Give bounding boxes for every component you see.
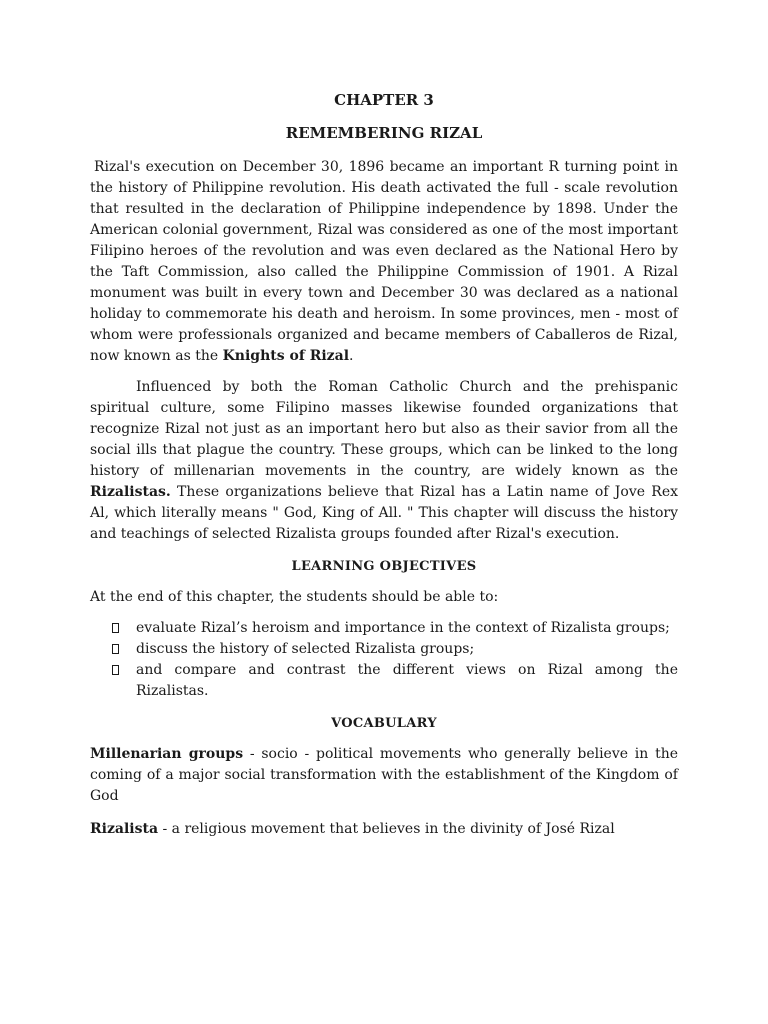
objective-text: and compare and contrast the different views on Rizal among the Rizalistas.: [136, 662, 678, 699]
objective-text: discuss the history of selected Rizalista groups;: [136, 641, 475, 657]
missing-glyph-bullet-icon: [112, 644, 119, 654]
objectives-lead: At the end of this chapter, the students should be able to:: [90, 589, 499, 605]
list-item: [90, 660, 678, 702]
missing-glyph-bullet-icon: [112, 623, 119, 633]
vocabulary-definition: - socio - political movements who generally believe in the coming of a major social transformation with the establishment of the Kingdom of God: [90, 746, 678, 804]
intro-paragraph-2-text: Influenced by both the Roman Catholic Church and the prehispanic spiritual culture, some Filipino masses likewise founded organizations that recognize Rizal not just as an important hero but also as their savior from all the social ills that plague the country. These groups, which can be linked to the long history of millenarian movements in the country, are widely known as the: [90, 379, 678, 479]
missing-glyph-bullet-icon: [112, 665, 119, 675]
intro-paragraph-1-text: Rizal's execution on December 30, 1896 became an important R turning point in the history of Philippine revolution. His death activated the full - scale revolution that resulted in the declaration of Philippine independence by 1898. Under the American colonial government, Rizal was considered as one of the most important Filipino heroes of the revolution and was even declared as the National Hero by the Taft Commission, also called the Philippine Commission of 1901. A Rizal monument was built in every town and December 30 was declared as a national holiday to commemorate his death and heroism. In some provinces, men - most of whom were professionals organized and became members of Caballeros de Rizal, now known as the: [90, 159, 678, 364]
learning-objectives-heading: LEARNING OBJECTIVES: [291, 559, 477, 574]
chapter-title: REMEMBERING RIZAL: [285, 124, 483, 142]
document-page: [90, 90, 678, 852]
vocabulary-term: Rizalista: [90, 821, 159, 837]
chapter-number: CHAPTER 3: [334, 91, 434, 109]
objective-text: evaluate Rizal’s heroism and importance in the context of Rizalista groups;: [136, 620, 670, 636]
vocabulary-definition: - a religious movement that believes in the divinity of José Rizal: [158, 821, 615, 837]
list-item: [90, 618, 678, 639]
objectives-list: [90, 618, 678, 702]
rizalistas-term: Rizalistas.: [90, 484, 171, 500]
intro-paragraph-1: [90, 157, 678, 367]
intro-paragraph-2-end: These organizations believe that Rizal has a Latin name of Jove Rex Al, which literally means " God, King of All. " This chapter will discuss the history and teachings of selected Rizalista groups founded after Rizal's execution.: [90, 484, 678, 542]
vocabulary-term: Millenarian groups: [90, 746, 244, 762]
intro-paragraph-1-end: .: [349, 348, 354, 364]
vocabulary-entry: [90, 819, 678, 840]
vocabulary-heading: VOCABULARY: [331, 716, 437, 731]
list-item: [90, 639, 678, 660]
knights-of-rizal-term: Knights of Rizal: [222, 348, 350, 364]
intro-paragraph-2: [90, 377, 678, 545]
vocabulary-entry: [90, 744, 678, 807]
